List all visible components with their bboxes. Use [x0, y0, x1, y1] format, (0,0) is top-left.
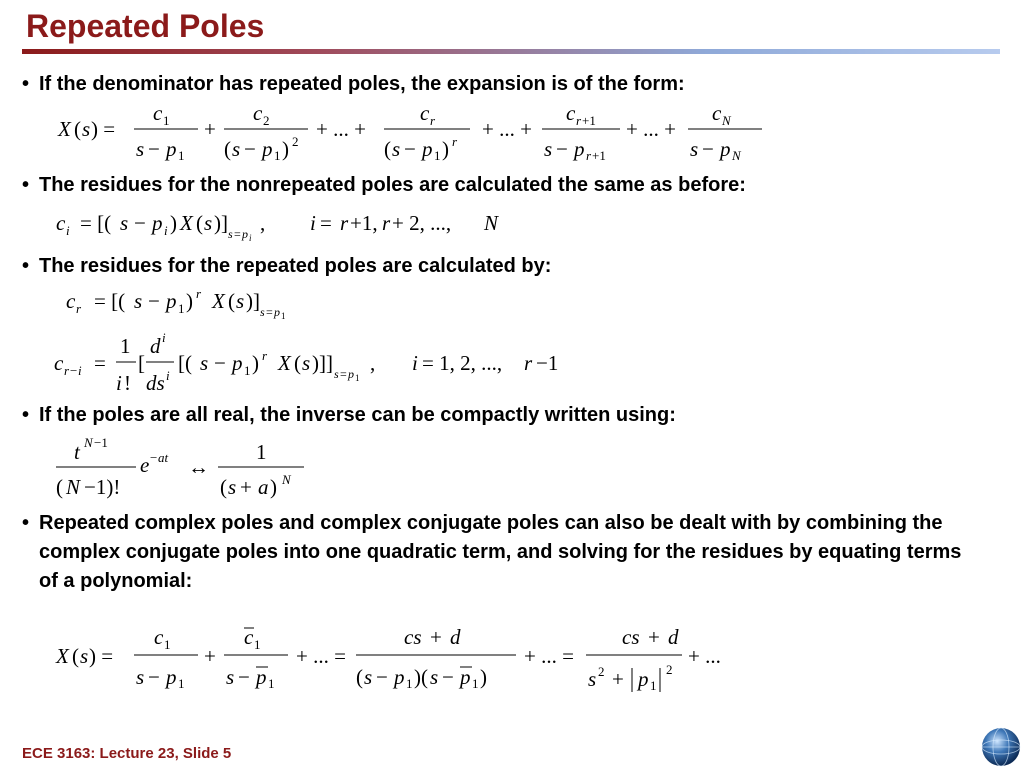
- svg-text:−1: −1: [94, 435, 108, 450]
- bullet-dot: •: [22, 404, 30, 426]
- svg-text:1: 1: [281, 311, 286, 321]
- svg-text:p: p: [720, 137, 731, 161]
- title-underline: [22, 49, 1000, 54]
- svg-text:(: (: [72, 644, 79, 668]
- svg-text:s: s: [544, 137, 553, 161]
- globe-logo-icon: [980, 726, 1022, 768]
- svg-text:(: (: [384, 137, 391, 161]
- equation-repeated-r-svg: [66, 286, 326, 320]
- svg-text:s: s: [136, 665, 145, 689]
- svg-text:): ): [442, 137, 449, 161]
- svg-text:t: t: [74, 440, 80, 464]
- svg-text:(: (: [356, 665, 363, 689]
- svg-text:−: −: [148, 665, 160, 689]
- svg-text:p: p: [166, 665, 177, 689]
- svg-text:X: X: [180, 211, 193, 235]
- svg-text:c: c: [153, 101, 163, 125]
- svg-text:): ): [170, 211, 177, 235]
- svg-text:=: =: [266, 305, 273, 319]
- bullet-dot: •: [22, 174, 30, 196]
- svg-text:p: p: [152, 211, 163, 235]
- svg-text:!: !: [124, 371, 131, 395]
- svg-text:r: r: [586, 148, 592, 163]
- svg-text:1: 1: [274, 148, 281, 163]
- svg-text:i: i: [66, 223, 70, 238]
- svg-text:1: 1: [164, 637, 171, 652]
- svg-text:r: r: [452, 134, 458, 149]
- svg-text:a: a: [258, 475, 269, 499]
- svg-text:c: c: [56, 211, 66, 235]
- equation-expansion: [58, 100, 778, 170]
- svg-text:s: s: [260, 305, 265, 319]
- svg-text:= 1, 2, ...,: = 1, 2, ...,: [422, 351, 503, 375]
- svg-text:i: i: [116, 371, 122, 395]
- equation-expansion-svg: [58, 100, 778, 164]
- svg-text:N: N: [722, 113, 731, 128]
- svg-text:N: N: [282, 472, 291, 487]
- svg-text:+ ... =: + ... =: [296, 644, 346, 668]
- slide-title: Repeated Poles: [26, 8, 265, 44]
- svg-text:s: s: [392, 137, 401, 161]
- svg-text:p: p: [242, 227, 248, 241]
- equation-nonrepeated: [56, 208, 526, 248]
- svg-text:)(: )(: [414, 665, 428, 689]
- svg-text:c: c: [253, 101, 263, 125]
- svg-text:[: [: [138, 351, 145, 375]
- svg-text:(: (: [224, 137, 231, 161]
- svg-text:X: X: [212, 289, 225, 313]
- svg-text:i: i: [164, 223, 168, 238]
- svg-text:s: s: [200, 351, 209, 375]
- svg-text:−: −: [134, 211, 146, 235]
- svg-text:[(: [(: [178, 351, 192, 375]
- svg-text:−: −: [150, 450, 158, 465]
- svg-text:p: p: [262, 137, 273, 161]
- svg-text:+ 2, ...,: + 2, ...,: [392, 211, 452, 235]
- svg-text:s: s: [228, 475, 237, 499]
- svg-text:−: −: [404, 137, 416, 161]
- svg-text:+ ... +: + ... +: [316, 117, 366, 141]
- svg-text:1: 1: [406, 676, 413, 691]
- bullet-5-text: Repeated complex poles and complex conjugate poles can also be dealt with by combining the complex conjugate poles into one quadratic term, and solving for the residues by equating terms of a polynomial:: [39, 512, 962, 592]
- svg-text:= [(: = [(: [94, 289, 126, 313]
- svg-text:+ ... +: + ... +: [482, 117, 532, 141]
- svg-text:−: −: [376, 665, 388, 689]
- svg-text:p: p: [422, 137, 433, 161]
- svg-text:p: p: [394, 665, 405, 689]
- svg-text:)]]: )]]: [312, 351, 333, 375]
- svg-text:,: ,: [260, 211, 266, 235]
- equation-complex: [56, 620, 746, 704]
- slide-footer: ECE 3163: Lecture 23, Slide 5: [22, 745, 232, 762]
- bullet-4-text: If the poles are all real, the inverse can be compactly written using:: [39, 404, 676, 426]
- equation-repeated-ri-svg: [54, 332, 594, 398]
- svg-text:s: s: [690, 137, 699, 161]
- svg-text:p: p: [460, 665, 471, 689]
- svg-text:cs: cs: [404, 625, 422, 649]
- svg-text:(: (: [294, 351, 301, 375]
- svg-text:1: 1: [244, 363, 251, 378]
- svg-text:2: 2: [666, 662, 673, 677]
- svg-text:N: N: [484, 211, 499, 235]
- svg-text:N: N: [66, 475, 81, 499]
- equation-inverse-pair: [56, 432, 316, 504]
- svg-text:s: s: [120, 211, 129, 235]
- svg-text:1: 1: [268, 676, 275, 691]
- svg-text:=: =: [94, 351, 106, 375]
- svg-text:): ): [270, 475, 277, 499]
- bullet-1-text: If the denominator has repeated poles, the expansion is of the form:: [39, 73, 685, 95]
- svg-text:s: s: [232, 137, 241, 161]
- svg-text:c: c: [54, 351, 64, 375]
- svg-text:−: −: [148, 137, 160, 161]
- svg-text:): ): [282, 137, 289, 161]
- svg-text:ds: ds: [146, 371, 165, 395]
- svg-text:d: d: [150, 334, 161, 358]
- svg-text:1: 1: [120, 334, 131, 358]
- svg-text:1: 1: [163, 113, 170, 128]
- svg-text:−1: −1: [536, 351, 559, 375]
- svg-text:): ): [252, 351, 259, 375]
- svg-text:+: +: [648, 625, 660, 649]
- svg-text:r: r: [76, 301, 82, 316]
- svg-text:−: −: [238, 665, 250, 689]
- svg-text:↔: ↔: [188, 455, 209, 479]
- svg-text:s: s: [236, 289, 245, 313]
- svg-text:+1,: +1,: [350, 211, 378, 235]
- svg-text:d: d: [668, 625, 679, 649]
- svg-text:+: +: [240, 475, 252, 499]
- svg-text:s: s: [364, 665, 373, 689]
- svg-text:r: r: [382, 211, 391, 235]
- svg-text:s: s: [302, 351, 311, 375]
- equation-complex-svg: [56, 620, 746, 698]
- svg-text:(: (: [228, 289, 235, 313]
- svg-text:=: =: [320, 211, 332, 235]
- svg-text:p: p: [274, 305, 280, 319]
- svg-text:−: −: [148, 289, 160, 313]
- svg-text:)]: )]: [214, 211, 228, 235]
- svg-text:r: r: [64, 363, 70, 378]
- svg-text:r: r: [524, 351, 533, 375]
- svg-text:i: i: [78, 363, 82, 378]
- svg-text:+: +: [612, 667, 624, 691]
- equation-repeated-ri: [54, 332, 594, 404]
- svg-text:X: X: [278, 351, 291, 375]
- svg-text:p: p: [348, 367, 354, 381]
- svg-text:i: i: [249, 233, 252, 243]
- svg-text:c: c: [566, 101, 576, 125]
- svg-text:i: i: [310, 211, 316, 235]
- svg-text:1: 1: [256, 440, 267, 464]
- svg-text:1: 1: [434, 148, 441, 163]
- svg-text:p: p: [256, 665, 267, 689]
- svg-text:+: +: [204, 644, 216, 668]
- svg-text:i: i: [412, 351, 418, 375]
- svg-text:s: s: [228, 227, 233, 241]
- svg-text:): ): [480, 665, 487, 689]
- bullet-dot: •: [22, 73, 30, 95]
- svg-text:): ): [186, 289, 193, 313]
- svg-text:r: r: [430, 113, 436, 128]
- svg-text:r: r: [196, 286, 202, 301]
- bullet-3-text: The residues for the repeated poles are calculated by:: [39, 255, 552, 277]
- svg-text:+ ... =: + ... =: [524, 644, 574, 668]
- svg-text:(: (: [74, 117, 81, 141]
- equation-repeated-r: [66, 286, 326, 326]
- svg-text:1: 1: [355, 373, 360, 383]
- svg-text:c: c: [712, 101, 722, 125]
- svg-text:c: c: [420, 101, 430, 125]
- svg-text:c: c: [66, 289, 76, 313]
- svg-text:+1: +1: [582, 113, 596, 128]
- svg-text:=: =: [234, 227, 241, 241]
- svg-text:cs: cs: [622, 625, 640, 649]
- bullet-dot: •: [22, 512, 30, 534]
- svg-text:at: at: [158, 450, 169, 465]
- equation-inverse-pair-svg: [56, 432, 316, 498]
- bullet-dot: •: [22, 255, 30, 277]
- svg-text:X: X: [58, 117, 71, 141]
- svg-text:) =: ) =: [89, 644, 114, 668]
- svg-text:p: p: [574, 137, 585, 161]
- svg-text:−: −: [244, 137, 256, 161]
- svg-text:c: c: [154, 625, 164, 649]
- svg-text:X: X: [56, 644, 69, 668]
- svg-text:i: i: [166, 368, 170, 383]
- svg-text:N: N: [84, 435, 93, 450]
- svg-text:s: s: [588, 667, 597, 691]
- svg-text:s: s: [226, 665, 235, 689]
- svg-text:p: p: [232, 351, 243, 375]
- svg-text:= [(: = [(: [80, 211, 112, 235]
- svg-text:1: 1: [178, 676, 185, 691]
- svg-text:−: −: [70, 363, 78, 378]
- svg-text:)]: )]: [246, 289, 260, 313]
- svg-text:r: r: [262, 348, 268, 363]
- svg-text:p: p: [638, 667, 649, 691]
- svg-text:1: 1: [178, 148, 185, 163]
- svg-text:s: s: [82, 117, 91, 141]
- svg-text:−: −: [556, 137, 568, 161]
- svg-text:i: i: [162, 330, 166, 345]
- svg-text:p: p: [166, 137, 177, 161]
- equation-nonrepeated-svg: [56, 208, 526, 242]
- svg-text:e: e: [140, 453, 150, 477]
- svg-text:(: (: [196, 211, 203, 235]
- svg-text:−: −: [214, 351, 226, 375]
- svg-text:−: −: [702, 137, 714, 161]
- svg-text:d: d: [450, 625, 461, 649]
- svg-text:+1: +1: [592, 148, 606, 163]
- svg-text:+ ...: + ...: [688, 644, 721, 668]
- svg-text:−1)!: −1)!: [84, 475, 121, 499]
- svg-text:,: ,: [370, 351, 376, 375]
- svg-text:c: c: [244, 625, 254, 649]
- svg-text:) =: ) =: [91, 117, 116, 141]
- svg-text:s: s: [204, 211, 213, 235]
- svg-text:−: −: [442, 665, 454, 689]
- svg-text:=: =: [340, 367, 347, 381]
- svg-text:N: N: [732, 148, 741, 163]
- svg-text:s: s: [430, 665, 439, 689]
- svg-text:1: 1: [472, 676, 479, 691]
- bullet-2-text: The residues for the nonrepeated poles are calculated the same as before:: [39, 174, 746, 196]
- svg-text:s: s: [136, 137, 145, 161]
- svg-text:+: +: [204, 117, 216, 141]
- svg-text:2: 2: [598, 664, 605, 679]
- svg-text:r: r: [576, 113, 582, 128]
- svg-text:s: s: [80, 644, 89, 668]
- svg-text:(: (: [56, 475, 63, 499]
- svg-text:2: 2: [292, 134, 299, 149]
- svg-text:s: s: [334, 367, 339, 381]
- svg-text:1: 1: [178, 301, 185, 316]
- svg-text:(: (: [220, 475, 227, 499]
- svg-text:p: p: [166, 289, 177, 313]
- svg-text:1: 1: [254, 637, 261, 652]
- svg-text:r: r: [340, 211, 349, 235]
- svg-text:1: 1: [650, 678, 657, 693]
- svg-text:2: 2: [263, 113, 270, 128]
- svg-text:s: s: [134, 289, 143, 313]
- svg-text:+: +: [430, 625, 442, 649]
- svg-text:+ ... +: + ... +: [626, 117, 676, 141]
